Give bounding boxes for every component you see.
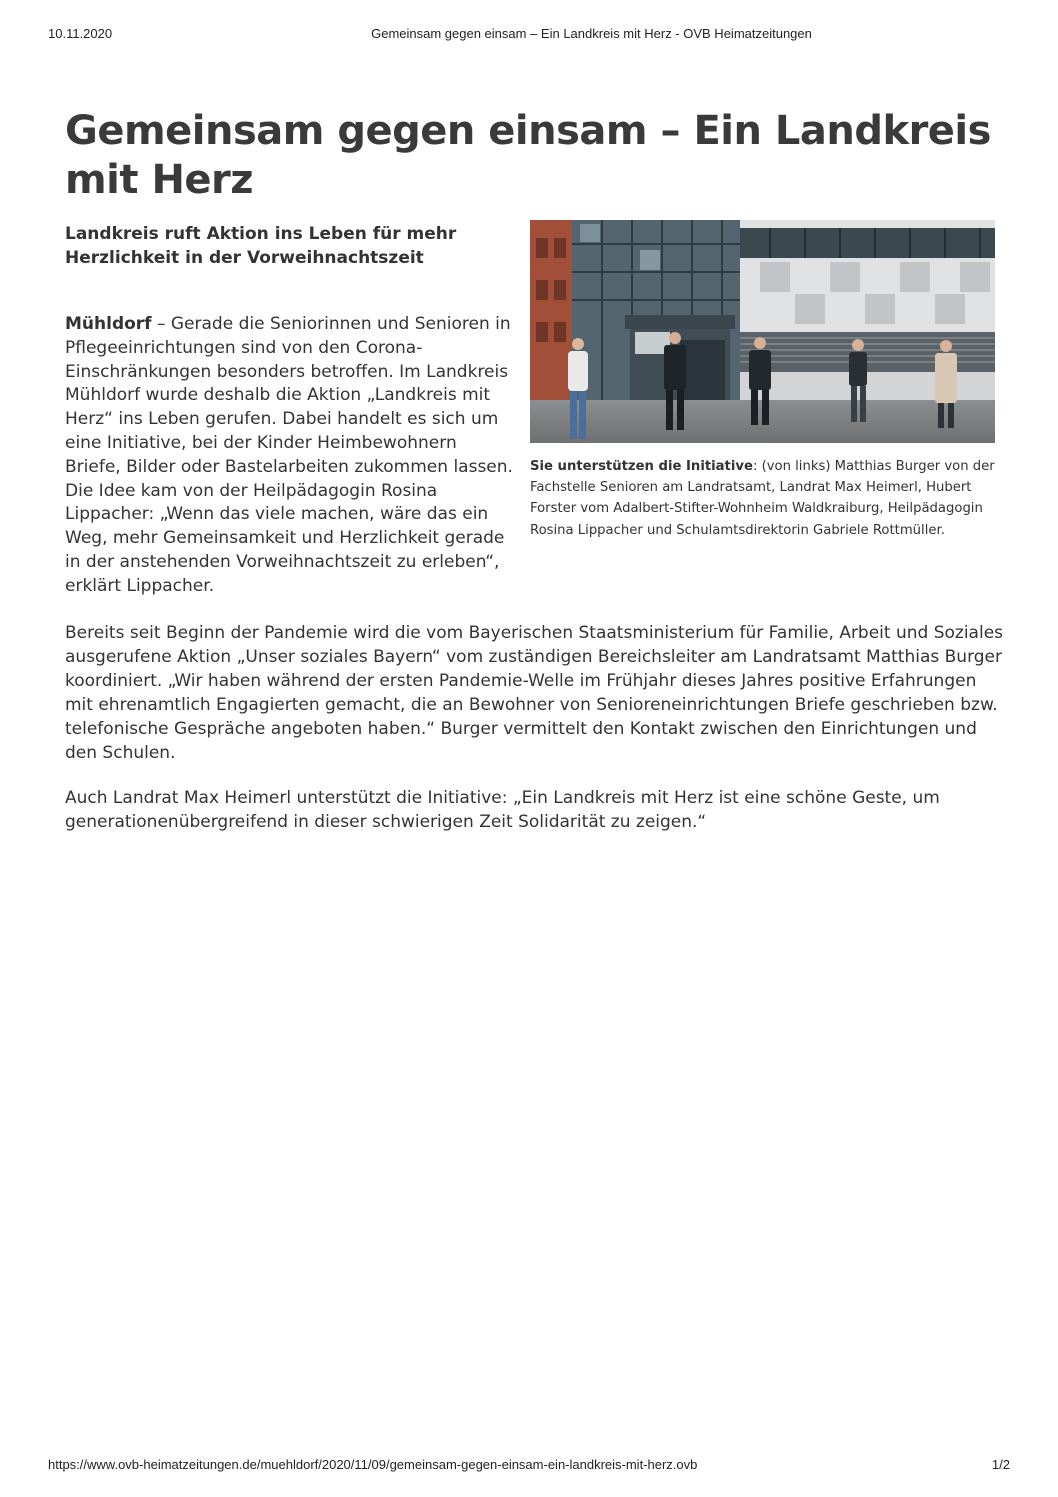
article-subheadline: Landkreis ruft Aktion ins Leben für mehr Herzlichkeit in der Vorweihnachtszeit: [65, 224, 457, 268]
article-dateline: Mühldorf: [65, 314, 152, 334]
article-headline: Gemeinsam gegen einsam – Ein Landkreis mit Herz: [65, 108, 991, 203]
article-paragraph-2: Bereits seit Beginn der Pandemie wird die vom Bayerischen Staatsministerium für Familie, Arbeit und Soziales ausgerufene Aktion „Unser soziales Bayern“ vom zuständigen Bereichsleiter am Landratsamt Matthias Burger koordiniert. „Wir haben während der ersten Pandemie-Welle im Frühjahr dieses Jahres positive Erfahrungen mit ehrenamtlich Engagierten gemacht, die an Bewohner von Senioreneinrichtungen Briefe geschrieben bzw. telefonische Gespräche angeboten haben.“ Burger vermittelt den Kontakt zwischen den Einrichtungen und den Schulen.: [65, 623, 1004, 763]
print-footer: [0, 1457, 1058, 1475]
article-lead-text: – Gerade die Seniorinnen und Senioren in Pflegeeinrichtungen sind von den Corona-Einschränkungen besonders betroffen. Im Landkreis Mühldorf wurde deshalb die Aktion „Landkreis mit Herz“ ins Leben gerufen. Dabei handelt es sich um eine Initiative, bei der Kinder Heimbewohnern Briefe, Bilder oder Bastelarbeiten zukommen lassen. Die Idee kam von der Heilpädagogin Rosina Lippacher: „Wenn das viele machen, wäre das ein Weg, mehr Gemeinsamkeit und Herzlichkeit gerade in der anstehenden Vorweihnachtszeit zu erleben“, erklärt Lippacher.: [65, 314, 513, 596]
article-lead-paragraph: [65, 313, 517, 599]
photo-caption-text: : (von links) Matthias Burger von der Fachstelle Senioren am Landratsamt, Landrat Max Heimerl, Hubert Forster vom Adalbert-Stifter-Wohnheim Waldkraiburg, Heilpädagogin Rosina Lippacher und Schulamtsdirektorin Gabriele Rottmüller.: [530, 459, 995, 538]
print-url: https://www.ovb-heimatzeitungen.de/muehldorf/2020/11/09/gemeinsam-gegen-einsam-ein-landkreis-mit-herz.ovb: [48, 1457, 698, 1472]
article-paragraph-3: Auch Landrat Max Heimerl unterstützt die Initiative: „Ein Landkreis mit Herz ist eine schöne Geste, um generationenübergreifend in dieser schwierigen Zeit Solidarität zu zeigen.“: [65, 788, 940, 832]
article-photo: [530, 220, 995, 443]
print-page-number: 1/2: [991, 1457, 1010, 1472]
photo-caption: [530, 456, 1000, 541]
photo-caption-lead: Sie unterstützen die Initiative: [530, 459, 753, 474]
print-date: 10.11.2020: [48, 26, 113, 41]
print-header: [0, 26, 1058, 44]
print-page-title: Gemeinsam gegen einsam – Ein Landkreis mit Herz - OVB Heimatzeitungen: [371, 26, 812, 41]
